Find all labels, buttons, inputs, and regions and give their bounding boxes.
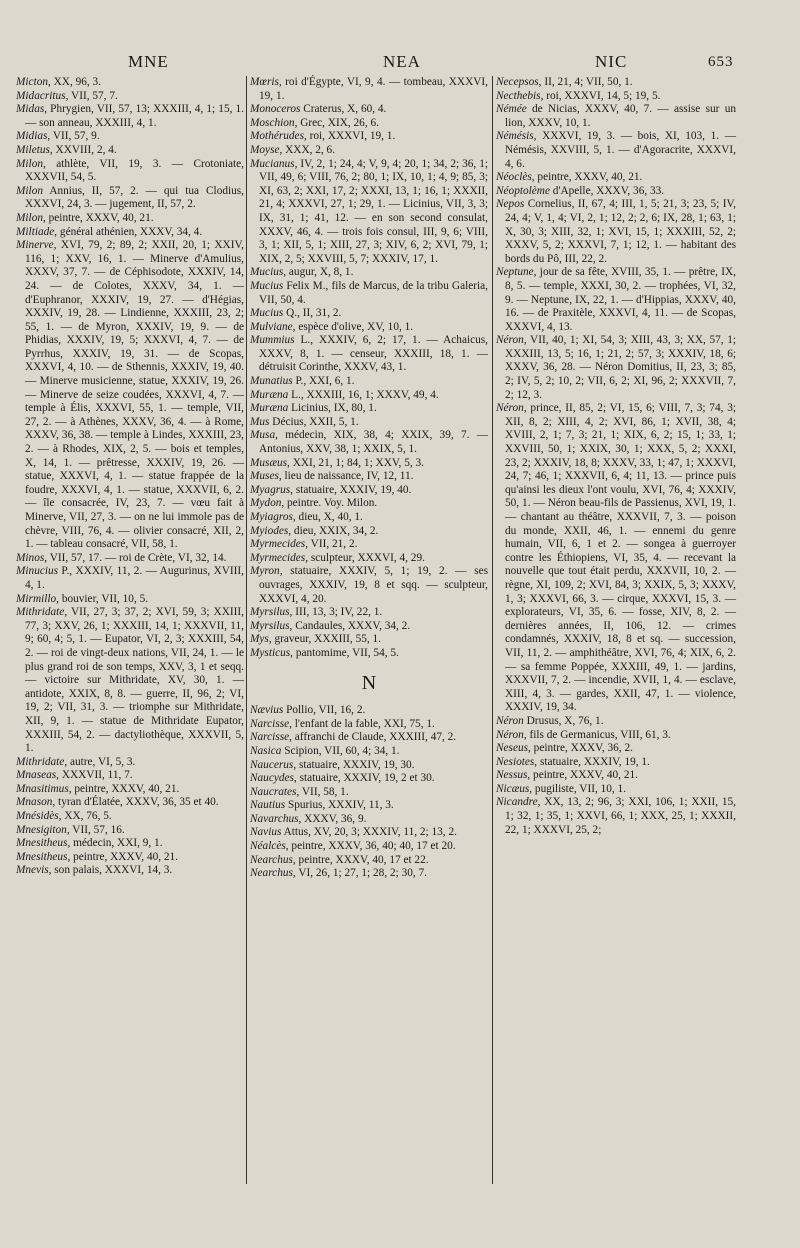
- entry-references: , statuaire, XXXIV, 5, 1; 19, 2. — ses ouvrages, XXXIV, 19, 8 et sqq. — sculpteur, XXXVI, 4, 20.: [259, 565, 488, 605]
- entry-headword: Myagrus: [250, 483, 291, 496]
- index-entry: [250, 840, 488, 854]
- entry-headword: Nearchus: [250, 853, 293, 866]
- entry-headword: Naucerus: [250, 758, 294, 771]
- index-entry: [250, 759, 488, 773]
- index-entry: [496, 103, 736, 130]
- entry-headword: Mys: [250, 633, 269, 646]
- entry-references: , XX, 96, 3.: [48, 76, 102, 88]
- index-entry: [496, 334, 736, 402]
- entry-references: P., XXXIV, 11, 2. — Augurinus, XVIII, 4, 1.: [25, 565, 244, 591]
- entry-headword: Mnesigiton: [16, 823, 67, 836]
- entry-headword: Nasica: [250, 744, 282, 757]
- index-entry: [250, 813, 488, 827]
- entry-references: , XX, 76, 5.: [58, 810, 112, 823]
- entry-headword: Narcisse: [250, 717, 290, 730]
- index-entry: [496, 402, 736, 715]
- index-entry: [16, 810, 244, 824]
- index-entry: [250, 633, 488, 647]
- index-entry: [496, 266, 736, 334]
- entry-headword: Mothérudes: [250, 130, 304, 143]
- entry-headword: Myiodes: [250, 524, 289, 537]
- entry-references: , Grec, XIX, 26, 6.: [294, 116, 379, 129]
- index-entry: [16, 239, 244, 552]
- entry-headword: Mummius: [250, 334, 295, 347]
- entry-references: , peintre, XXXV, 40, 21.: [531, 171, 643, 184]
- entry-headword: Mnason: [16, 796, 53, 809]
- entry-references: , VII, 21, 2.: [305, 538, 358, 551]
- entry-references: , bouvier, VII, 10, 5.: [56, 592, 149, 605]
- entry-references: , VII, 57, 17. — roi de Crète, VI, 32, 14.: [44, 551, 227, 564]
- index-column-3: [496, 76, 736, 837]
- index-entry: [16, 783, 244, 797]
- entry-references: , autre, VI, 5, 3.: [64, 755, 136, 768]
- entry-headword: Midias: [16, 130, 48, 143]
- entry-references: , IV, 2, 1; 24, 4; V, 9, 4; 20, 1; 34, 2; 36, 1; VII, 49, 6; VIII, 76, 2; 80, 1; IX, 10, 1; 4, 9; 85, 3; XI, 63, 2; XXI, 17, 2; XXXI, 13, 1; 16, 1; XXXII, 21, 4; XXXVI, 27, 1; 29, 1. — Licinius, VII, 3, 3; IX, 31, 1; 41, 12. — en son second consulat, XXXV, 46, 4. — trois fois consul, III, 9, 6; VIII, 3, 1; XII, 5, 1; XIII, 27, 3; XIV, 6, 2; XVI, 79, 1; XIX, 2, 5; XXVIII, 5, 7; XXXIV, 17, 1.: [259, 157, 488, 265]
- section-letter: N: [361, 671, 377, 694]
- entry-references: , VII, 27, 3; 37, 2; XVI, 59, 3; XXIII, 77, 3; XXV, 26, 1; XXXIII, 14, 1; XXXVII, 11, 9; 60, 4; 5, 1. — Eupator, VI, 2, 3; XXXIII, 54, 2. — roi de vingt-deux nations, VII, 24, 1. — le plus grand roi de son temps, XXV, 3, 1 et seqq. — victoire sur Mithridate, XV, 30, 1. — antidote, XXIX, 8, 8. — guerre, II, 96, 2; VI, 19, 2; VII, 31, 3. — triomphe sur Mithridate, XII, 9, 1. — statue de Mithridate Eupator, XXXIII, 54, 2. — dactyliothèque, XXXVII, 5, 1.: [25, 606, 244, 755]
- entry-headword: Néron: [496, 334, 524, 347]
- entry-headword: Miltiade: [16, 225, 55, 238]
- entry-references: L., XXXIV, 6, 2; 17, 1. — Achaicus, XXXV, 8, 1. — censeur, XXXIII, 18, 1. — détruisit Corinthe, XXXV, 43, 1.: [259, 334, 488, 374]
- entry-references: Décius, XXII, 5, 1.: [269, 415, 359, 428]
- index-entry: [16, 796, 244, 810]
- index-entry: [250, 484, 488, 498]
- entry-headword: Némésis: [496, 130, 534, 143]
- entry-references: P., XXI, 6, 1.: [292, 375, 355, 388]
- entry-headword: Munatius: [250, 375, 293, 388]
- entry-references: , III, 13, 3; IV, 22, 1.: [289, 606, 383, 619]
- index-column-1: [16, 76, 244, 878]
- entry-headword: Nicæus: [496, 782, 530, 795]
- entry-references: , XXXV, 36, 9.: [298, 812, 367, 825]
- entry-references: , peintre, XXXV, 40, 17 et 22.: [292, 853, 429, 866]
- entry-headword: Naucydes: [250, 772, 294, 785]
- entry-references: , pugiliste, VII, 10, 1.: [529, 782, 627, 795]
- index-entry: [250, 718, 488, 732]
- entry-references: , VII, 57, 9.: [47, 130, 100, 143]
- index-entry: [496, 742, 736, 756]
- entry-references: , statuaire, XXXIV, 19, 2 et 30.: [293, 772, 435, 785]
- entry-references: , tyran d'Élatée, XXXV, 36, 35 et 40.: [52, 796, 219, 809]
- index-entry: [496, 756, 736, 770]
- header-right: NIC: [595, 52, 628, 71]
- entry-references: , peintre, XXXV, 40, 21.: [43, 211, 154, 224]
- entry-headword: Nicandre: [496, 796, 538, 809]
- index-entry: [250, 786, 488, 800]
- entry-headword: Mnasitimus: [16, 782, 69, 795]
- entry-headword: Navarchus: [250, 812, 299, 825]
- entry-headword: Minerve: [16, 239, 54, 252]
- index-entry: [496, 185, 736, 199]
- entry-references: Q., II, 31, 2.: [283, 307, 342, 320]
- entry-headword: Néron: [496, 402, 524, 415]
- entry-headword: Néoclès: [496, 171, 532, 184]
- entry-references: , peintre, XXXV, 36, 2.: [528, 742, 633, 755]
- index-entry: [496, 769, 736, 783]
- entry-references: Annius, II, 57, 2. — qui tua Clodius, XXXVI, 24, 3. — jugement, II, 57, 2.: [25, 184, 244, 211]
- entry-headword: Mucius: [250, 266, 284, 279]
- entry-references: , peintre, XXXV, 40, 21.: [527, 769, 638, 782]
- entry-references: , graveur, XXXIII, 55, 1.: [268, 633, 381, 646]
- entry-references: , affranchi de Claude, XXXIII, 47, 2.: [289, 731, 457, 744]
- entry-headword: Mithridate: [16, 755, 65, 768]
- entry-headword: Neptune: [496, 266, 534, 279]
- entry-headword: Milon: [16, 184, 43, 197]
- entry-headword: Mysticus: [250, 646, 291, 659]
- index-entry: [250, 565, 488, 606]
- index-entry: [16, 212, 244, 226]
- entry-references: , athlète, VII, 19, 3. — Crotoniate, XXXVII, 54, 5.: [25, 157, 244, 184]
- entry-references: , XXI, 21, 1; 84, 1; XXV, 5, 3.: [287, 456, 424, 469]
- entry-references: , XVI, 79, 2; 89, 2; XXII, 20, 1; XXIV, 116, 1; XXV, 16, 1. — Minerve d'Amulius, XXXV, 37, 7. — de Céphisodote, XXXIV, 14, 24. — de Colotes, XXXV, 34, 1. — d'Euphranor, XXXIV, 19, 27. — d'Hégias, XXXIV, 19, 28. — Lindienne, XXXIII, 23, 2; 55, 1. — de Myron, XXXIV, 19, 9. — de Phidias, XXXIV, 19, 5; XXXVI, 4, 7. — de Pyrrhus, XXXIV, 19, 31. — de Scopas, XXXVI, 4, 10. — de Sthennis, XXXIV, 19, 40. — Minerve musicienne, statue, XXXIV, 19, 26. — Minerve de seize coudées, XXXVI, 4, 7. — temple à Élis, XXXVI, 55, 1. — temple, VII, 27, 2. — à Athènes, XXXV, 36, 4. — à Rome, XXXV, 36, 38. — temple à Lindes, XXXIII, 23, 2. — à Rhodes, XIX, 2, 5. — bois et temples, X, 14, 1. — prêtresse, XXXIV, 19, 26. — statue, XXXVI, 4, 1. — statue frappée de la foudre, XXXVI, 4, 1. — statue, XXXVII, 6, 2. — île consacrée, IV, 23, 7. — vœu fait à Minerve, VII, 27, 3. — on ne lui immole pas de chèvre, VIII, 76, 4. — olivier consacré, XII, 2, 1. — tableau consacré, VII, 58, 1.: [25, 239, 244, 551]
- index-entry: [16, 851, 244, 865]
- entry-headword: Néoptolème: [496, 184, 550, 197]
- entry-headword: Mydon: [250, 497, 282, 510]
- entry-headword: Myrmecides: [250, 538, 306, 551]
- index-entry: [250, 130, 488, 144]
- entry-headword: Neseus: [496, 742, 529, 755]
- entry-references: , médecin, XIX, 38, 4; XXIX, 39, 7. — Antonius, XXV, 38, 1; XXIX, 5, 1.: [259, 429, 488, 456]
- entry-references: , statuaire, XXXIV, 19, 30.: [293, 758, 415, 771]
- entry-headword: Musæus: [250, 456, 288, 469]
- entry-references: , statuaire, XXXIV, 19, 40.: [290, 483, 412, 496]
- index-entry: [250, 416, 488, 430]
- entry-references: , XXXVII, 11, 7.: [56, 769, 133, 782]
- entry-references: , roi d'Égypte, VI, 9, 4. — tombeau, XXXVI, 19, 1.: [259, 76, 488, 102]
- entry-references: Licinius, IX, 80, 1.: [288, 402, 377, 415]
- entry-headword: Navius: [250, 826, 282, 839]
- entry-headword: Monoceros: [250, 103, 301, 116]
- entry-references: Attus, XV, 20, 3; XXXIV, 11, 2; 13, 2.: [281, 826, 457, 839]
- index-entry: [16, 606, 244, 756]
- index-entry: [250, 854, 488, 868]
- index-entry: [250, 402, 488, 416]
- entry-references: Cornelius, II, 67, 4; III, 1, 5; 21, 3; 23, 5; IV, 24, 4; V, 1, 4; VI, 2, 1; 12, 2; 2, 6; IX, 28, 1; 63, 1; X, 30, 3; XIII, 32, 1; XVI, 15, 1; XXXIII, 52, 2; XXXV, 5, 2; XXXVI, 7, 1; 12, 1. — habitant des bords du Pô, III, 22, 2.: [505, 198, 736, 265]
- entry-headword: Myron: [250, 565, 280, 578]
- entry-headword: Midacritus: [16, 89, 66, 102]
- entry-references: , fils de Germanicus, VIII, 61, 3.: [523, 728, 671, 741]
- entry-headword: Musa: [250, 429, 276, 442]
- index-entry: [250, 144, 488, 158]
- entry-headword: Necepsos: [496, 76, 539, 88]
- entry-headword: Nearchus: [250, 867, 293, 880]
- index-entry: [16, 226, 244, 240]
- index-entry: [250, 606, 488, 620]
- entry-headword: Mucianus: [250, 157, 295, 170]
- index-entry: [16, 158, 244, 185]
- entry-references: , son palais, XXXVI, 14, 3.: [48, 864, 173, 877]
- index-entry: [16, 144, 244, 158]
- entry-headword: Mulviane: [250, 320, 293, 333]
- entry-references: de Nicias, XXXV, 40, 7. — assise sur un lion, XXXV, 10, 1.: [505, 103, 736, 129]
- index-entry: [496, 796, 736, 837]
- index-entry: [250, 76, 488, 103]
- entry-references: , XXVIII, 2, 4.: [49, 143, 117, 156]
- entry-references: , XXXVI, 19, 3. — bois, XI, 103, 1. — Némésis, XXVIII, 5, 1. — d'Agoracrite, XXXVI, 4, 6.: [505, 130, 736, 170]
- header-center: NEA: [383, 52, 421, 71]
- header-left: MNE: [128, 52, 169, 71]
- entry-headword: Muræna: [250, 402, 289, 415]
- index-entry: [250, 511, 488, 525]
- entry-references: , général athénien, XXXV, 34, 4.: [54, 225, 203, 238]
- entry-headword: Minucius: [16, 565, 59, 578]
- index-entry: [16, 90, 244, 104]
- entry-references: , VII, 58, 1.: [296, 785, 349, 798]
- index-entry: [250, 826, 488, 840]
- entry-headword: Micton: [16, 76, 48, 88]
- entry-headword: Mnesitheus: [16, 837, 68, 850]
- index-entry: [250, 799, 488, 813]
- index-entry: [250, 334, 488, 375]
- entry-headword: Mucius: [250, 307, 284, 320]
- index-entry: [16, 76, 244, 90]
- index-entry: [250, 867, 488, 881]
- entry-references: Scipion, VII, 60, 4; 34, 1.: [281, 744, 400, 757]
- entry-references: , sculpteur, XXXVI, 4, 29.: [305, 551, 425, 564]
- index-entry: [496, 729, 736, 743]
- entry-headword: Myrsilus: [250, 606, 290, 619]
- entry-references: , espèce d'olive, XV, 10, 1.: [292, 320, 414, 333]
- index-entry: [16, 769, 244, 783]
- entry-references: , roi, XXXVI, 14, 5; 19, 5.: [540, 89, 661, 102]
- entry-headword: Némée: [496, 103, 527, 116]
- index-entry: [250, 103, 488, 117]
- index-entry: [250, 538, 488, 552]
- index-entry: [250, 158, 488, 267]
- index-entry: [16, 756, 244, 770]
- entry-references: , dieu, XXIX, 34, 2.: [288, 524, 379, 537]
- entry-headword: Mnesitheus: [16, 850, 68, 863]
- index-entry: [16, 824, 244, 838]
- entry-references: , prince, II, 85, 2; VI, 15, 6; VIII, 7, 3; 74, 3; XII, 8, 2; XIII, 4, 2; XVI, 86, 1; XVII, 38, 4; XVIII, 2, 1; 7, 3; 21, 1; XIX, 6, 2; 15, 1; 33, 1; XXVIII, 50, 1; XXIX, 30, 1; XXX, 5, 2; XXXI, 23, 2; XXXIV, 18, 8; XXXV, 33, 1; 47, 1; XXXVI, 24, 7; 46, 1; XXXVII, 6, 4; 11, 13. — prince puis qu'ainsi les dieux l'ont voulu, XVI, 76, 4; XXXIV, 50, 1. — Néron beau-fils de Passienus, XVI, 19, 1. — chantant au théâtre, XXXVII, 7, 3. — poison du monde, XXII, 46, 1. — ennemi du genre humain, VII, 6, 1 et 2. — songea à guerroyer contre les Éthiopiens, VI, 35, 4. — recevant la nouvelle que tout était perdu, XXXVII, 10, 2. — règne, XI, 109, 2; XVI, 84, 3; XXIX, 5, 3; XXXV, 1, 3; XXXVI, 66, 3. — cirque, XXXVI, 15, 3. — explorateurs, VI, 35, 6. — fosse, XIV, 8, 2. — dernières années, II, 106, 12. — crimes condamnés, XXXIV, 18, 8 et sq. — succession, VII, 11, 2. — amphithéâtre, XVI, 76, 4; XIX, 6, 2. — sa femme Poppée, XXXIII, 49, 1. — jardins, XXXVII, 7, 2. — incendie, XVII, 1, 4. — esclave, XIII, 4, 3. — gardes, XXII, 47, 1. — violence, XXXIV, 19, 34.: [505, 402, 736, 714]
- entry-headword: Mirmillo: [16, 592, 57, 605]
- entry-references: , peintre, XXXV, 36, 40; 40, 17 et 20.: [285, 840, 456, 853]
- index-entry: [496, 783, 736, 797]
- entry-references: Craterus, X, 60, 4.: [300, 103, 387, 116]
- entry-references: , augur, X, 8, 1.: [283, 266, 354, 279]
- entry-references: , l'enfant de la fable, XXI, 75, 1.: [289, 717, 435, 730]
- entry-headword: Néron: [496, 728, 524, 741]
- entry-headword: Mœris: [250, 76, 279, 88]
- entry-references: d'Apelle, XXXV, 36, 33.: [549, 184, 665, 197]
- index-entry: [16, 130, 244, 144]
- entry-headword: Miletus: [16, 143, 50, 156]
- column-rule: [492, 76, 493, 1184]
- index-entry: [250, 497, 488, 511]
- index-entry: [250, 620, 488, 634]
- index-entry: [496, 198, 736, 266]
- index-entry: [16, 185, 244, 212]
- index-entry: [250, 375, 488, 389]
- index-entry: [250, 647, 488, 661]
- entry-references: , Candaules, XXXV, 34, 2.: [289, 619, 411, 632]
- index-entry: [250, 470, 488, 484]
- entry-references: , XX, 13, 2; 96, 3; XXI, 106, 1; XXII, 15, 1; 32, 1; 35, 1; XXVI, 66, 1; XXX, 25, 1; XXXII, 22, 1; XXXVI, 25, 2;: [505, 796, 736, 836]
- entry-references: , XXX, 2, 6.: [279, 143, 336, 156]
- entry-headword: Mus: [250, 415, 270, 428]
- entry-headword: Muræna: [250, 388, 289, 401]
- entry-references: , II, 21, 4; VII, 50, 1.: [538, 76, 633, 88]
- entry-references: , peintre, XXXV, 40, 21.: [68, 782, 180, 795]
- index-entry: [496, 715, 736, 729]
- page-number: 653: [708, 54, 734, 70]
- index-entry: [16, 565, 244, 592]
- index-column-2: [250, 76, 488, 881]
- index-entry: [16, 552, 244, 566]
- entry-references: , médecin, XXI, 9, 1.: [67, 837, 163, 850]
- entry-headword: Néron: [496, 714, 524, 727]
- entry-headword: Néalcès: [250, 840, 286, 853]
- index-entry: [250, 731, 488, 745]
- entry-references: , pantomime, VII, 54, 5.: [290, 646, 399, 659]
- index-entry: [496, 90, 736, 104]
- entry-headword: Mnevis: [16, 864, 49, 877]
- entry-references: , statuaire, XXXIV, 19, 1.: [534, 755, 650, 768]
- entry-headword: Nesiotes: [496, 755, 535, 768]
- entry-headword: Nessus: [496, 769, 528, 782]
- index-entry: [250, 704, 488, 718]
- entry-references: , VII, 40, 1; XI, 54, 3; XIII, 43, 3; XX, 57, 1; XXXIII, 13, 5; 16, 1; 21, 2; 57, 3; XXXIV, 18, 6; XXXV, 36, 28. — Néron Domitius, II, 23, 3; 85, 2; IV, 5, 2; 10, 2; VII, 6, 2; XI, 96, 2; XXXVII, 7, 2; 12, 3.: [505, 334, 736, 401]
- entry-headword: Moyse: [250, 143, 280, 156]
- running-header: [0, 52, 800, 72]
- index-entry: [16, 593, 244, 607]
- index-entry: [496, 130, 736, 171]
- entry-references: , VII, 57, 7.: [65, 89, 118, 102]
- entry-headword: Mucius: [250, 279, 284, 292]
- entry-references: Felix M., fils de Marcus, de la tribu Galeria, VII, 50, 4.: [259, 279, 488, 306]
- index-entry: [16, 103, 244, 130]
- column-rule: [246, 76, 247, 1184]
- entry-references: Drusus, X, 76, 1.: [523, 714, 604, 727]
- entry-references: , VII, 57, 16.: [66, 823, 125, 836]
- index-entry: [250, 772, 488, 786]
- entry-references: , jour de sa fête, XVIII, 35, 1. — prêtre, IX, 8, 5. — temple, XXXI, 30, 2. — trophées, VI, 32, 9. — Neptune, IX, 22, 1. — d'Hippias, XXXV, 40, 16. — de Praxitèle, XXXVI, 4, 11. — de Scopas, XXXVI, 4, 13.: [505, 266, 736, 333]
- index-entry: [250, 117, 488, 131]
- index-entry: [250, 457, 488, 471]
- entry-headword: Myrmecides: [250, 551, 306, 564]
- entry-headword: Nepos: [496, 198, 525, 211]
- entry-headword: Narcisse: [250, 731, 290, 744]
- index-entry: [250, 429, 488, 456]
- entry-references: , peintre, XXXV, 40, 21.: [67, 850, 179, 863]
- entry-headword: Milon: [16, 211, 43, 224]
- entry-references: L., XXXIII, 16, 1; XXXV, 49, 4.: [288, 388, 439, 401]
- entry-headword: Myiagros: [250, 511, 293, 523]
- index-entry: [250, 745, 488, 759]
- entry-headword: Mnaseas: [16, 769, 57, 782]
- index-entry: [250, 266, 488, 280]
- entry-references: Spurius, XXXIV, 11, 3.: [285, 799, 394, 812]
- entry-headword: Milon: [16, 157, 43, 170]
- entry-headword: Nævius: [250, 704, 284, 717]
- index-entry: [250, 307, 488, 321]
- entry-headword: Minos: [16, 551, 45, 564]
- index-entry: [16, 837, 244, 851]
- entry-references: Pollio, VII, 16, 2.: [283, 704, 366, 717]
- entry-headword: Mnésidès: [16, 810, 59, 823]
- entry-headword: Midas: [16, 103, 45, 116]
- entry-references: , VI, 26, 1; 27, 1; 28, 2; 30, 7.: [292, 867, 427, 880]
- entry-references: , peintre. Voy. Milon.: [281, 497, 378, 510]
- entry-references: , dieu, X, 40, 1.: [292, 511, 363, 523]
- entry-references: , lieu de naissance, IV, 12, 11.: [278, 470, 414, 483]
- entry-headword: Myrsilus: [250, 619, 290, 632]
- index-entry: [496, 76, 736, 90]
- index-entry: [250, 280, 488, 307]
- index-entry: [16, 864, 244, 878]
- entry-headword: Necthebis: [496, 89, 541, 102]
- entry-references: , roi, XXXVI, 19, 1.: [303, 130, 396, 143]
- entry-references: , Phrygien, VII, 57, 13; XXXIII, 4, 1; 15, 1. — son anneau, XXXIII, 4, 1.: [25, 103, 244, 129]
- index-entry: [250, 389, 488, 403]
- entry-headword: Naucrates: [250, 785, 297, 798]
- index-entry: [250, 525, 488, 539]
- entry-headword: Nautius: [250, 799, 286, 812]
- entry-headword: Moschion: [250, 116, 295, 129]
- index-entry: [250, 552, 488, 566]
- index-entry: [496, 171, 736, 185]
- entry-headword: Muses: [250, 470, 279, 483]
- index-entry: [250, 321, 488, 335]
- entry-headword: Mithridate: [16, 606, 65, 619]
